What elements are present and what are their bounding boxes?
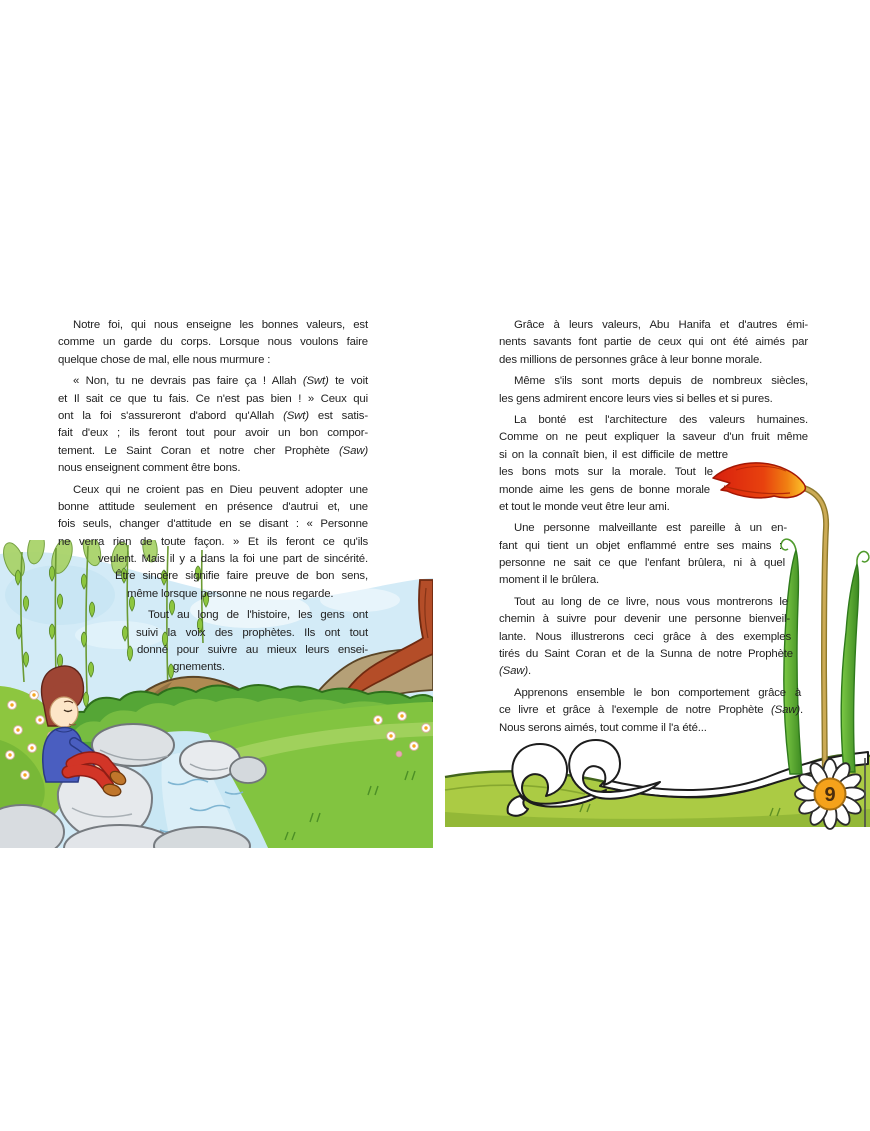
text-line: tirés du Saint Coran et de la Sunna de notre Prophète: [499, 648, 793, 661]
text-line: suivi la voix des prophètes. Ils ont tout: [136, 626, 368, 639]
text-line: Apprenons ensemble le bon comportement grâce à: [514, 686, 801, 699]
text-line: gnements.: [173, 661, 225, 674]
text-line: et tout le monde veut être leur ami.: [499, 500, 670, 513]
text-line: fait d'eux ; ils feront tout pour avoir un bon compor-: [58, 427, 368, 440]
text-line: veulent. Mais il y a dans la foi une part de sincérité.: [98, 553, 368, 566]
text-line: La bonté est l'architecture des valeurs humaines.: [514, 413, 808, 426]
text-line: Être sincère signifie faire preuve de bon sens,: [115, 570, 368, 583]
text-line: si on la connaît bien, il est difficile de mettre: [499, 448, 728, 461]
text-line: Tout au long de l'histoire, les gens ont: [148, 609, 368, 622]
text-line: Tout au long de ce livre, nous vous montrerons le: [514, 595, 788, 608]
page-edge-line: [864, 758, 866, 827]
left-text-column: [58, 317, 368, 677]
text-line: et Il sait ce que tu fais. Ce n'est pas bien ! » Ceux qui: [58, 392, 368, 405]
text-line: Ceux qui ne croient pas en Dieu peuvent adopter une: [73, 483, 368, 496]
text-line: Notre foi, qui nous enseigne les bonnes valeurs, est: [73, 319, 368, 331]
text-line: ne verra rien de toute façon. » Et ils feront ce qu'ils: [58, 535, 368, 548]
text-line: lante. Nous illustrerons ceci grâce à des exemples: [499, 630, 791, 643]
text-line: ce livre et grâce à l'exemple de notre Prophète (Saw).: [499, 704, 803, 717]
text-line: nous enseignent comment être bons.: [58, 462, 241, 475]
right-text-column: [499, 317, 808, 737]
text-line: donné pour suivre au mieux leurs ensei-: [137, 644, 368, 657]
text-line: nents savants font partie de ceux qui ont été aimés par: [499, 336, 808, 349]
text-line: chemin à suivre pour devenir une personne bienveil-: [499, 613, 790, 626]
text-line: des millions de personnes grâce à leur bonne morale.: [499, 353, 763, 366]
text-line: fant qui tient un objet enflammé entre ses mains :: [499, 539, 782, 552]
text-line: ont la foi s'assureront d'abord qu'Allah (Swt) est satis-: [58, 409, 368, 422]
text-line: « Non, tu ne devrais pas faire ça ! Allah (Swt) te voit: [73, 375, 368, 388]
text-line: quelque chose de mal, elle nous murmure :: [58, 353, 271, 366]
text-line: (Saw).: [499, 665, 532, 678]
page-right: [437, 0, 870, 1131]
page-number: 9: [824, 784, 836, 806]
tulip-leaf-right: [841, 564, 858, 772]
text-line: moment il le brûlera.: [499, 574, 600, 587]
text-line: comme un garde du corps. Lorsque nous voulons faire: [58, 336, 368, 349]
text-line: Grâce à leurs valeurs, Abu Hanifa et d'autres émi-: [514, 319, 808, 331]
text-line: fois seuls, changer d'attitude en se disant : « Personne: [58, 518, 368, 531]
text-line: monde aime les gens de bonne morale: [499, 483, 710, 496]
text-line: même lorsque personne ne nous regarde.: [127, 587, 334, 600]
text-line: Une personne malveillante est pareille à un en-: [514, 522, 787, 535]
text-line: bonne attitude seulement en présence d'autrui et, une: [58, 500, 368, 513]
text-line: les bons mots sur la morale. Tout le: [499, 466, 713, 479]
text-line: tement. Le Saint Coran et notre cher Prophète (Saw): [58, 444, 368, 457]
text-line: les gens admirent encore leurs vies si belles et si pures.: [499, 392, 773, 405]
text-line: Même s'ils sont morts depuis de nombreux siècles,: [514, 375, 808, 388]
text-line: Nous serons aimés, tout comme il l'a été...: [499, 721, 707, 734]
text-line: Comme on ne peut expliquer la saveur d'un fruit même: [499, 431, 808, 444]
text-line: personne ne sait ce que l'enfant brûlera, ni à quel: [499, 557, 785, 570]
